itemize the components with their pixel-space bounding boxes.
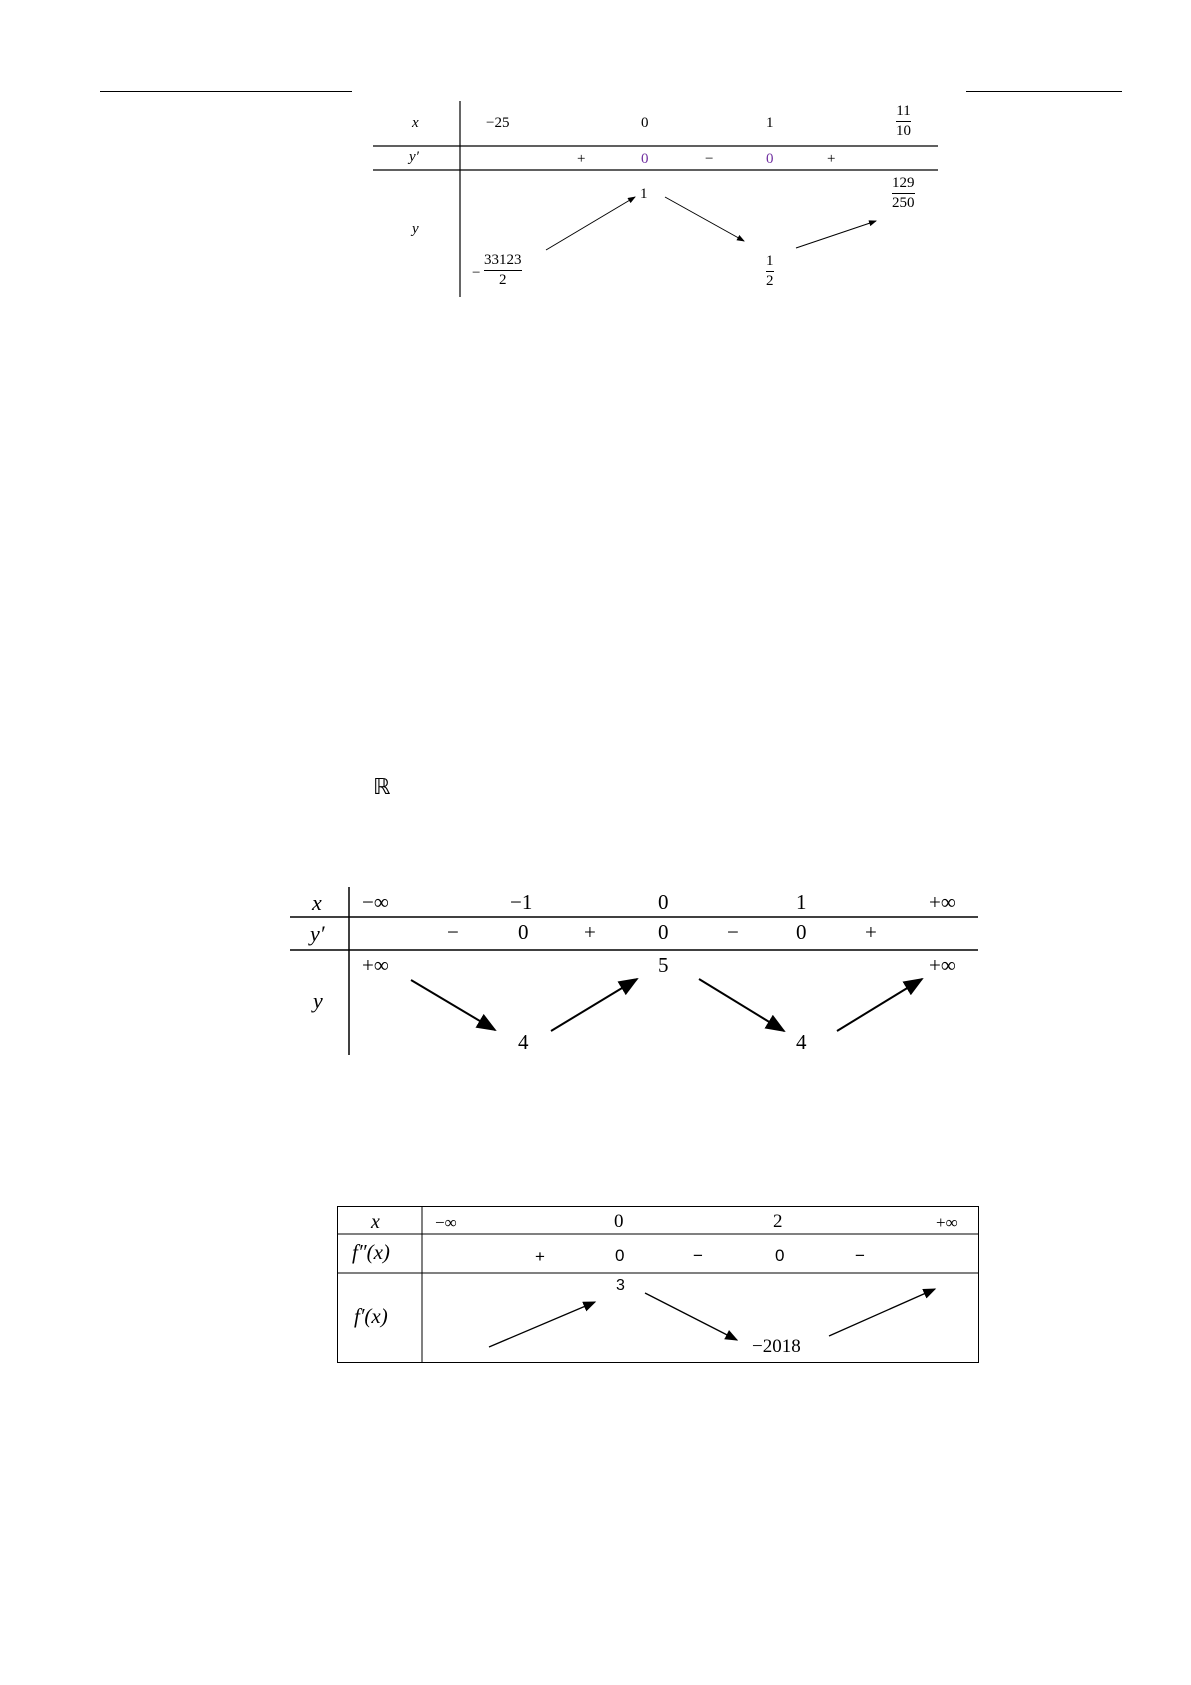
- t3-x-1: 0: [614, 1211, 624, 1232]
- t2-y-right-inf: +∞: [929, 953, 956, 977]
- t3-x-0: −∞: [435, 1213, 457, 1232]
- t2-dy-4: −: [727, 920, 739, 944]
- t2-dy-0: −: [447, 920, 459, 944]
- t1-x-end: 11 10: [896, 103, 911, 139]
- t3-f1-max: 3: [616, 1277, 625, 1294]
- t2-dy-2: +: [584, 920, 596, 944]
- t1-label-y: y: [412, 221, 419, 237]
- t2-dy-3: 0: [658, 920, 669, 944]
- t2-y-left-inf: +∞: [362, 953, 389, 977]
- t2-dy-1: 0: [518, 920, 529, 944]
- t1-x-0: −25: [486, 115, 510, 131]
- t3-arrow-down: [645, 1293, 737, 1340]
- t2-label-y: y: [313, 988, 323, 1013]
- t3-f1-min: −2018: [752, 1336, 801, 1357]
- t1-y-start-sign: −: [472, 265, 481, 281]
- t3-label-x: x: [371, 1211, 380, 1233]
- t3-f2-3: 0: [775, 1246, 785, 1265]
- t1-dy-1: 0: [641, 151, 649, 167]
- t1-dy-3: 0: [766, 151, 774, 167]
- t3-f2-1: 0: [615, 1246, 625, 1265]
- t1-dy-2: −: [705, 151, 714, 167]
- t2-x-4: +∞: [929, 890, 956, 914]
- t3-label-f1: f′(x): [354, 1304, 388, 1328]
- t3-x-3: +∞: [936, 1213, 958, 1232]
- reals-symbol: ℝ: [373, 774, 391, 799]
- t3-x-2: 2: [773, 1211, 783, 1232]
- t1-dy-0: +: [577, 151, 586, 167]
- t1-x-2: 1: [766, 115, 774, 131]
- t1-dy-4: +: [827, 151, 836, 167]
- t3-label-f2: f″(x): [352, 1240, 390, 1264]
- t3-arrow-up-2: [829, 1289, 935, 1336]
- t3-f2-2: −: [693, 1246, 703, 1265]
- t1-label-dy: y′: [409, 149, 419, 165]
- t2-x-0: −∞: [362, 890, 389, 914]
- t1-label-x: x: [412, 115, 419, 131]
- t2-y-min-1: 4: [518, 1030, 529, 1054]
- t1-y-start: 33123 2: [484, 252, 522, 288]
- t3-f2-4: −: [855, 1246, 865, 1265]
- t2-y-max: 5: [658, 953, 669, 977]
- t1-x-1: 0: [641, 115, 649, 131]
- t3-arrow-up-1: [489, 1302, 595, 1347]
- t2-dy-6: +: [865, 920, 877, 944]
- t3-f2-0: +: [535, 1247, 545, 1266]
- t2-y-min-2: 4: [796, 1030, 807, 1054]
- t2-x-3: 1: [796, 890, 807, 914]
- t2-x-2: 0: [658, 890, 669, 914]
- t2-dy-5: 0: [796, 920, 807, 944]
- t1-y-end: 129 250: [892, 175, 915, 211]
- t1-y-max: 1: [640, 186, 648, 202]
- t2-label-x: x: [312, 890, 322, 915]
- t1-y-min: 1 2: [766, 253, 774, 289]
- t2-label-dy: y′: [310, 921, 325, 946]
- t2-x-1: −1: [510, 890, 533, 914]
